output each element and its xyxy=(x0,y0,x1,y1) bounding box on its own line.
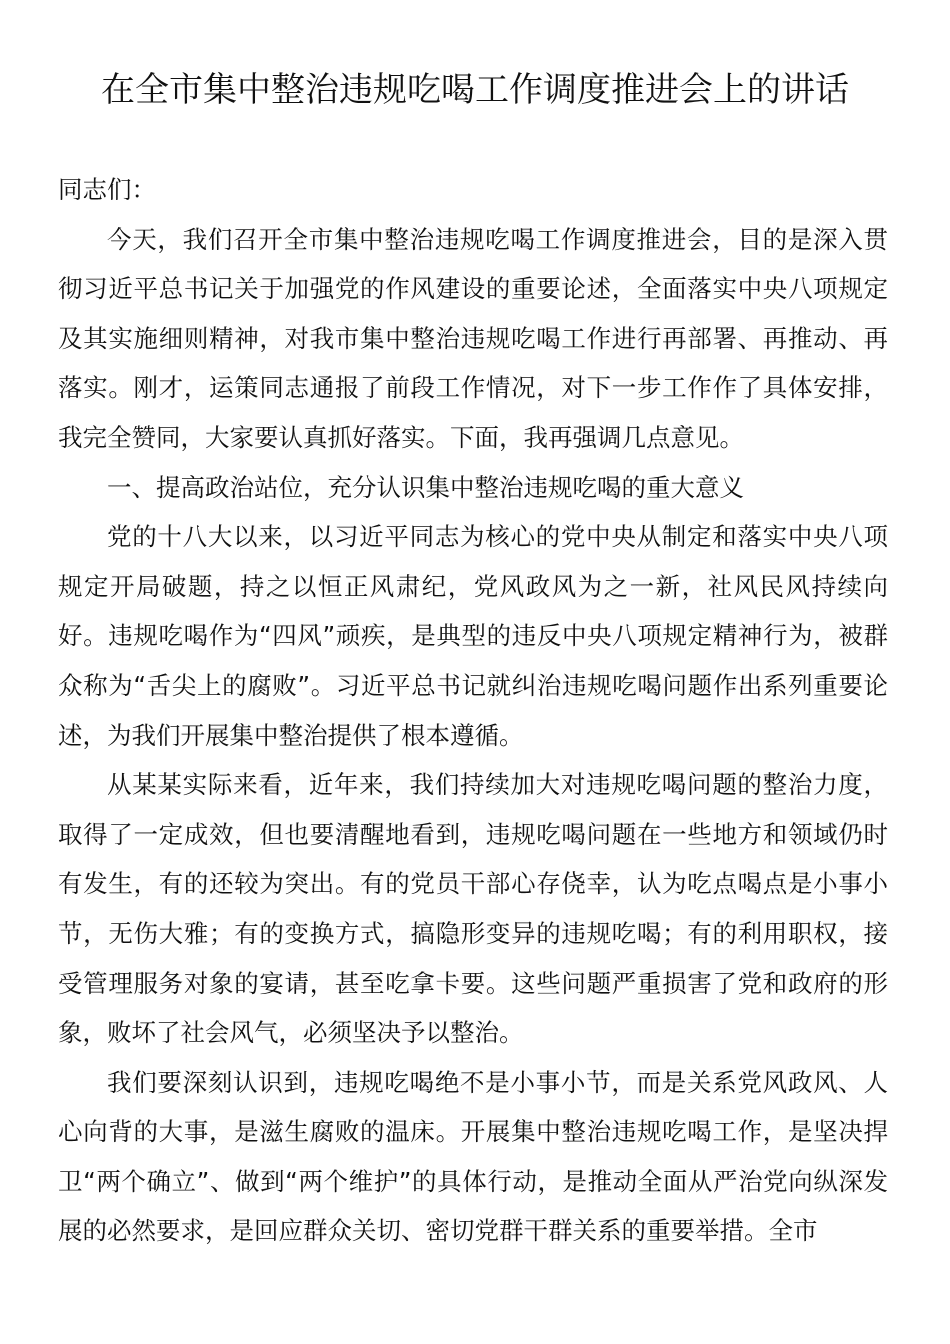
section-heading-1: 一、提高政治站位，充分认识集中整治违规吃喝的重大意义 xyxy=(107,472,744,502)
salutation: 同志们： xyxy=(58,175,156,204)
paragraph-background: 党的十八大以来，以习近平同志为核心的党中央从制定和落实中央八项规定开局破题，持之以恒正风肃纪，党风政风为之一新，社风民风持续向好。违规吃喝作为“四风”顽疾，是典型的违反中央八项规定精神行为，被群众称为“舌尖上的腐败”。习近平总书记就纠治违规吃喝问题作出系列重要论述，为我们开展集中整治提供了根本遵循。 xyxy=(58,522,888,750)
paragraph-significance: 我们要深刻认识到，违规吃喝绝不是小事小节，而是关系党风政风、人心向背的大事，是滋生腐败的温床。开展集中整治违规吃喝工作，是坚决捍卫“两个确立”、做到“两个维护”的具体行动，是推动全面从严治党向纵深发展的必然要求，是回应群众关切、密切党群干群关系的重要举措。全市 xyxy=(58,1067,888,1246)
document-body xyxy=(58,165,888,1256)
paragraph-local-situation: 从某某实际来看，近年来，我们持续加大对违规吃喝问题的整治力度，取得了一定成效，但也要清醒地看到，违规吃喝问题在一些地方和领域仍时有发生，有的还较为突出。有的党员干部心存侥幸，认为吃点喝点是小事小节，无伤大雅；有的变换方式，搞隐形变异的违规吃喝；有的利用职权，接受管理服务对象的宴请，甚至吃拿卡要。这些问题严重损害了党和政府的形象，败坏了社会风气，必须坚决予以整治。 xyxy=(58,770,888,1048)
document-title: 在全市集中整治违规吃喝工作调度推进会上的讲话 xyxy=(101,70,849,110)
paragraph-opening: 今天，我们召开全市集中整治违规吃喝工作调度推进会，目的是深入贯彻习近平总书记关于加强党的作风建设的重要论述，全面落实中央八项规定及其实施细则精神，对我市集中整治违规吃喝工作进行再部署、再推动、再落实。刚才，运策同志通报了前段工作情况，对下一步工作作了具体安排，我完全赞同，大家要认真抓好落实。下面，我再强调几点意见。 xyxy=(58,224,888,452)
